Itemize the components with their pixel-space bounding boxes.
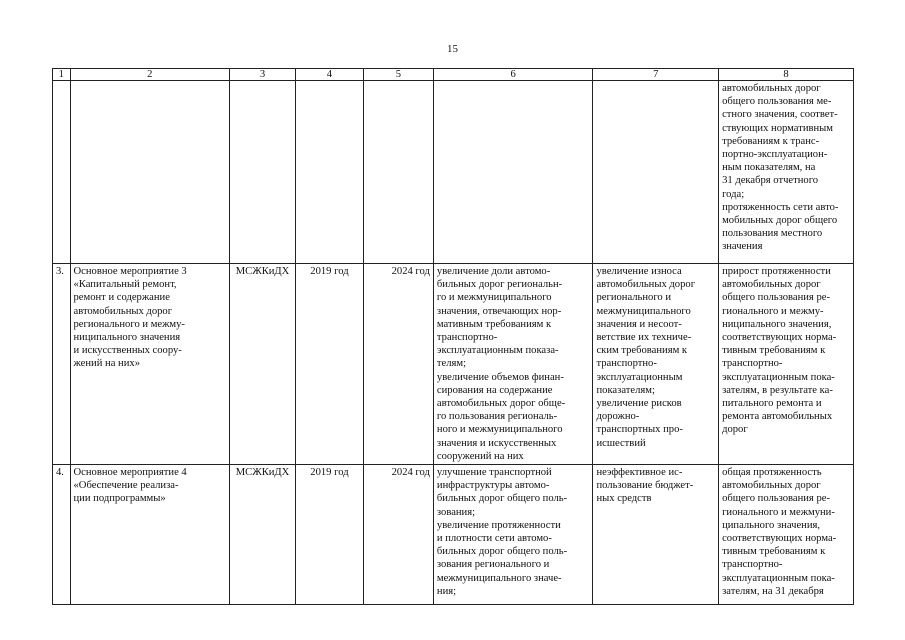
table-row-activity-4 bbox=[53, 465, 854, 605]
column-number-4: 4 bbox=[295, 69, 363, 81]
column-number-7: 7 bbox=[593, 69, 719, 81]
page-number: 15 bbox=[447, 43, 458, 55]
column-number-8: 8 bbox=[719, 69, 854, 81]
column-number-2: 2 bbox=[70, 69, 230, 81]
row-number-cell bbox=[53, 81, 71, 264]
start-year-cell bbox=[295, 81, 363, 264]
executor-cell bbox=[230, 81, 296, 264]
activity-name-cell: Основное мероприятие 4 «Обеспечение реализа- ции подпрограммы» bbox=[70, 465, 230, 605]
consequences-cell: неэффективное ис- пользование бюджет- ных средств bbox=[593, 465, 719, 605]
expected-result-cell bbox=[433, 81, 593, 264]
column-number-1: 1 bbox=[53, 69, 71, 81]
start-year-cell: 2019 год bbox=[295, 264, 363, 465]
expected-result-cell: увеличение доли автомо- бильных дорог региональн- го и межмуниципального значения, отвечающих нор- мативным требованиям к транспортно- эксплуатационным показа- телям; увеличение объемов финан- сирования на содержание автомобильных дорог обще- го пользования региональ- ного и межмуниципального значения и искусственных сооружений на них bbox=[433, 264, 593, 465]
expected-result-cell: улучшение транспортной инфраструктуры автомо- бильных дорог общего поль- зования; увеличение протяженности и плотности сети автомо- бильных дорог общего поль- зования регионального и межмуниципального значе- ния; bbox=[433, 465, 593, 605]
executor-cell: МСЖКиДХ bbox=[230, 264, 296, 465]
column-number-header-row bbox=[53, 69, 854, 81]
activity-name-cell: Основное мероприятие 3 «Капитальный ремонт, ремонт и содержание автомобильных дорог регионального и межму- ниципального значения и искусственных соору- жений на них» bbox=[70, 264, 230, 465]
start-year-cell: 2019 год bbox=[295, 465, 363, 605]
indicators-cell: общая протяженность автомобильных дорог общего пользования ре- гионального и межмуни- ципального значения, соответствующих норма- тивным требованиям к транспортно- эксплуатационным пока- зателям, на 31 декабря bbox=[719, 465, 854, 605]
row-number-cell: 3. bbox=[53, 264, 71, 465]
activity-name-cell bbox=[70, 81, 230, 264]
column-number-3: 3 bbox=[230, 69, 296, 81]
consequences-cell bbox=[593, 81, 719, 264]
executor-cell: МСЖКиДХ bbox=[230, 465, 296, 605]
end-year-cell: 2024 год bbox=[363, 264, 433, 465]
row-number-cell: 4. bbox=[53, 465, 71, 605]
indicators-cell: автомобильных дорог общего пользования ме- стного значения, соответ- ствующих нормативным требованиям к транс- портно-эксплуатацион- ным показателям, на 31 декабря отчетного года; протяженность сети авто- мобильных дорог общего пользования местного значения bbox=[719, 81, 854, 264]
program-activities-table bbox=[52, 68, 854, 605]
end-year-cell: 2024 год bbox=[363, 465, 433, 605]
column-number-5: 5 bbox=[363, 69, 433, 81]
table-row-continuation bbox=[53, 81, 854, 264]
consequences-cell: увеличение износа автомобильных дорог регионального и межмуниципального значения и несоот- ветствие их техниче- ским требованиям к транспортно- эксплуатационным показателям; увеличение рисков дорожно- транспортных про- исшествий bbox=[593, 264, 719, 465]
column-number-6: 6 bbox=[433, 69, 593, 81]
indicators-cell: прирост протяженности автомобильных дорог общего пользования ре- гионального и межму- ниципального значения, соответствующих норма- тивным требованиям к транспортно- эксплуатационным пока- зателям, в результате ка- питального ремонта и ремонта автомобильных дорог bbox=[719, 264, 854, 465]
table-row-activity-3 bbox=[53, 264, 854, 465]
end-year-cell bbox=[363, 81, 433, 264]
